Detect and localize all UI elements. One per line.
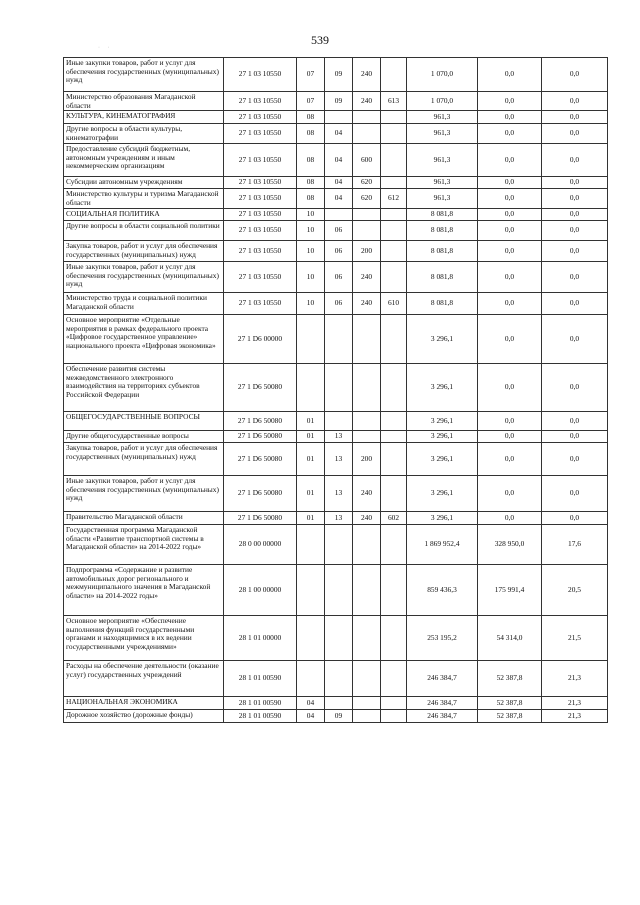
row-name-cell: Другие вопросы в области социальной политики xyxy=(64,221,224,241)
table-row xyxy=(64,565,608,616)
row-percent-cell: 0,0 xyxy=(542,189,608,209)
row-percent-cell: 0,0 xyxy=(542,111,608,124)
row-subsection-cell: 09 xyxy=(325,58,353,92)
row-admin-cell xyxy=(381,177,407,189)
row-expense-type-cell xyxy=(353,697,381,710)
row-percent-cell: 0,0 xyxy=(542,144,608,177)
table-row xyxy=(64,241,608,262)
table-row xyxy=(64,616,608,661)
row-admin-cell xyxy=(381,262,407,293)
row-plan-cell: 961,3 xyxy=(407,111,478,124)
row-admin-cell xyxy=(381,364,407,412)
row-plan-cell: 8 081,8 xyxy=(407,262,478,293)
page-number: 539 xyxy=(311,33,329,47)
table-row xyxy=(64,697,608,710)
row-plan-cell: 3 296,1 xyxy=(407,412,478,431)
row-executed-cell: 0,0 xyxy=(478,443,542,476)
table-row xyxy=(64,189,608,209)
row-admin-cell xyxy=(381,58,407,92)
row-name-cell: Основное мероприятие «Отдельные мероприятия в рамках федерального проекта «Цифровое государственное управление» национального проекта «Цифровая экономика» xyxy=(64,315,224,364)
row-section-cell xyxy=(297,315,325,364)
row-plan-cell: 8 081,8 xyxy=(407,209,478,221)
row-code-cell: 28 1 01 00590 xyxy=(224,661,297,697)
row-subsection-cell xyxy=(325,111,353,124)
row-admin-cell: 613 xyxy=(381,92,407,111)
row-percent-cell: 21,3 xyxy=(542,661,608,697)
row-code-cell: 27 1 03 10550 xyxy=(224,124,297,144)
row-expense-type-cell: 240 xyxy=(353,512,381,525)
row-percent-cell: 0,0 xyxy=(542,476,608,512)
row-code-cell: 27 1 D6 50080 xyxy=(224,476,297,512)
row-executed-cell: 0,0 xyxy=(478,177,542,189)
row-name-cell: СОЦИАЛЬНАЯ ПОЛИТИКА xyxy=(64,209,224,221)
row-code-cell: 27 1 03 10550 xyxy=(224,241,297,262)
row-expense-type-cell xyxy=(353,565,381,616)
row-admin-cell xyxy=(381,241,407,262)
row-name-cell: Основное мероприятие «Обеспечение выполнения функций государственными органами и находящимися в их ведении государственными учреждениями» xyxy=(64,616,224,661)
row-expense-type-cell: 240 xyxy=(353,293,381,315)
table-row xyxy=(64,412,608,431)
row-name-cell: Государственная программа Магаданской области «Развитие транспортной системы в Магаданской области» на 2014-2022 годы» xyxy=(64,525,224,565)
row-executed-cell: 0,0 xyxy=(478,412,542,431)
row-percent-cell: 0,0 xyxy=(542,412,608,431)
row-executed-cell: 52 387,8 xyxy=(478,697,542,710)
row-admin-cell xyxy=(381,616,407,661)
row-admin-cell xyxy=(381,412,407,431)
row-plan-cell: 3 296,1 xyxy=(407,364,478,412)
table-row xyxy=(64,443,608,476)
row-code-cell: 27 1 D6 50080 xyxy=(224,364,297,412)
row-admin-cell: 612 xyxy=(381,189,407,209)
table-row xyxy=(64,111,608,124)
row-percent-cell: 0,0 xyxy=(542,177,608,189)
row-expense-type-cell: 200 xyxy=(353,443,381,476)
row-percent-cell: 21,3 xyxy=(542,697,608,710)
row-plan-cell: 246 384,7 xyxy=(407,661,478,697)
row-name-cell: Другие общегосударственные вопросы xyxy=(64,431,224,443)
row-name-cell: Расходы на обеспечение деятельности (оказание услуг) государственных учреждений xyxy=(64,661,224,697)
row-name-cell: КУЛЬТУРА, КИНЕМАТОГРАФИЯ xyxy=(64,111,224,124)
table-row xyxy=(64,525,608,565)
row-code-cell: 27 1 03 10550 xyxy=(224,293,297,315)
row-plan-cell: 8 081,8 xyxy=(407,293,478,315)
row-plan-cell: 3 296,1 xyxy=(407,512,478,525)
row-plan-cell: 246 384,7 xyxy=(407,710,478,723)
table-row xyxy=(64,364,608,412)
row-subsection-cell: 06 xyxy=(325,293,353,315)
row-percent-cell: 0,0 xyxy=(542,221,608,241)
row-code-cell: 28 1 01 00590 xyxy=(224,697,297,710)
row-expense-type-cell xyxy=(353,525,381,565)
row-plan-cell: 8 081,8 xyxy=(407,221,478,241)
row-code-cell: 28 0 00 00000 xyxy=(224,525,297,565)
row-code-cell: 27 1 03 10550 xyxy=(224,262,297,293)
row-plan-cell: 1 869 952,4 xyxy=(407,525,478,565)
row-subsection-cell xyxy=(325,209,353,221)
row-executed-cell: 0,0 xyxy=(478,241,542,262)
row-expense-type-cell: 240 xyxy=(353,262,381,293)
row-section-cell: 04 xyxy=(297,697,325,710)
row-percent-cell: 0,0 xyxy=(542,92,608,111)
row-admin-cell xyxy=(381,443,407,476)
row-name-cell: Иные закупки товаров, работ и услуг для обеспечения государственных (муниципальных) нужд xyxy=(64,58,224,92)
row-plan-cell: 961,3 xyxy=(407,177,478,189)
row-section-cell: 10 xyxy=(297,221,325,241)
row-plan-cell: 961,3 xyxy=(407,124,478,144)
row-plan-cell: 3 296,1 xyxy=(407,443,478,476)
row-expense-type-cell: 240 xyxy=(353,92,381,111)
row-percent-cell: 0,0 xyxy=(542,241,608,262)
row-admin-cell xyxy=(381,661,407,697)
row-name-cell: Министерство культуры и туризма Магаданской области xyxy=(64,189,224,209)
row-admin-cell xyxy=(381,525,407,565)
row-code-cell: 27 1 03 10550 xyxy=(224,221,297,241)
row-name-cell: Дорожное хозяйство (дорожные фонды) xyxy=(64,710,224,723)
row-admin-cell xyxy=(381,111,407,124)
row-executed-cell: 0,0 xyxy=(478,124,542,144)
row-executed-cell: 0,0 xyxy=(478,476,542,512)
row-plan-cell: 246 384,7 xyxy=(407,697,478,710)
row-section-cell xyxy=(297,525,325,565)
row-name-cell: ОБЩЕГОСУДАРСТВЕННЫЕ ВОПРОСЫ xyxy=(64,412,224,431)
row-subsection-cell: 09 xyxy=(325,710,353,723)
row-subsection-cell xyxy=(325,525,353,565)
row-plan-cell: 8 081,8 xyxy=(407,241,478,262)
row-code-cell: 28 1 00 00000 xyxy=(224,565,297,616)
row-executed-cell: 0,0 xyxy=(478,512,542,525)
row-admin-cell xyxy=(381,476,407,512)
row-executed-cell: 0,0 xyxy=(478,221,542,241)
row-plan-cell: 1 070,0 xyxy=(407,58,478,92)
row-percent-cell: 0,0 xyxy=(542,443,608,476)
row-section-cell: 01 xyxy=(297,431,325,443)
row-section-cell: 10 xyxy=(297,209,325,221)
row-percent-cell: 0,0 xyxy=(542,124,608,144)
row-name-cell: Другие вопросы в области культуры, кинематографии xyxy=(64,124,224,144)
table-body xyxy=(64,58,608,723)
row-plan-cell: 859 436,3 xyxy=(407,565,478,616)
table-row xyxy=(64,315,608,364)
row-section-cell: 08 xyxy=(297,124,325,144)
row-name-cell: НАЦИОНАЛЬНАЯ ЭКОНОМИКА xyxy=(64,697,224,710)
row-name-cell: Обеспечение развития системы межведомственного электронного взаимодействия на территориях субъектов Российской Федерации xyxy=(64,364,224,412)
row-plan-cell: 1 070,0 xyxy=(407,92,478,111)
row-section-cell: 07 xyxy=(297,92,325,111)
row-admin-cell xyxy=(381,221,407,241)
row-executed-cell: 0,0 xyxy=(478,364,542,412)
row-percent-cell: 0,0 xyxy=(542,512,608,525)
row-code-cell: 27 1 03 10550 xyxy=(224,58,297,92)
row-subsection-cell xyxy=(325,565,353,616)
row-expense-type-cell xyxy=(353,364,381,412)
row-section-cell: 01 xyxy=(297,512,325,525)
row-expense-type-cell xyxy=(353,616,381,661)
row-executed-cell: 328 950,0 xyxy=(478,525,542,565)
row-expense-type-cell xyxy=(353,431,381,443)
row-expense-type-cell xyxy=(353,209,381,221)
row-name-cell: Правительство Магаданской области xyxy=(64,512,224,525)
table-row xyxy=(64,177,608,189)
row-subsection-cell: 04 xyxy=(325,189,353,209)
table-row xyxy=(64,262,608,293)
row-subsection-cell xyxy=(325,697,353,710)
row-subsection-cell: 04 xyxy=(325,124,353,144)
row-expense-type-cell: 200 xyxy=(353,241,381,262)
row-expense-type-cell: 600 xyxy=(353,144,381,177)
row-percent-cell: 20,5 xyxy=(542,565,608,616)
table-row xyxy=(64,92,608,111)
row-expense-type-cell xyxy=(353,412,381,431)
row-subsection-cell: 04 xyxy=(325,177,353,189)
row-executed-cell: 0,0 xyxy=(478,58,542,92)
row-subsection-cell: 13 xyxy=(325,431,353,443)
row-code-cell: 27 1 D6 50080 xyxy=(224,443,297,476)
row-admin-cell xyxy=(381,124,407,144)
row-name-cell: Иные закупки товаров, работ и услуг для обеспечения государственных (муниципальных) нужд xyxy=(64,476,224,512)
row-code-cell: 27 1 03 10550 xyxy=(224,177,297,189)
row-name-cell: Иные закупки товаров, работ и услуг для обеспечения государственных (муниципальных) нужд xyxy=(64,262,224,293)
row-admin-cell: 610 xyxy=(381,293,407,315)
row-percent-cell: 0,0 xyxy=(542,293,608,315)
row-expense-type-cell: 240 xyxy=(353,58,381,92)
table-row xyxy=(64,221,608,241)
row-plan-cell: 253 195,2 xyxy=(407,616,478,661)
row-admin-cell: 602 xyxy=(381,512,407,525)
row-executed-cell: 0,0 xyxy=(478,293,542,315)
row-expense-type-cell: 240 xyxy=(353,476,381,512)
row-section-cell xyxy=(297,616,325,661)
row-executed-cell: 0,0 xyxy=(478,315,542,364)
table-row xyxy=(64,710,608,723)
row-expense-type-cell: 620 xyxy=(353,189,381,209)
row-name-cell: Министерство образования Магаданской области xyxy=(64,92,224,111)
row-expense-type-cell: 620 xyxy=(353,177,381,189)
scan-noise: · · xyxy=(98,45,113,51)
row-code-cell: 27 1 03 10550 xyxy=(224,111,297,124)
row-executed-cell: 0,0 xyxy=(478,262,542,293)
row-percent-cell: 21,3 xyxy=(542,710,608,723)
row-admin-cell xyxy=(381,565,407,616)
budget-table xyxy=(63,57,608,723)
row-plan-cell: 961,3 xyxy=(407,189,478,209)
row-percent-cell: 0,0 xyxy=(542,58,608,92)
row-code-cell: 27 1 03 10550 xyxy=(224,209,297,221)
row-plan-cell: 3 296,1 xyxy=(407,476,478,512)
row-percent-cell: 0,0 xyxy=(542,209,608,221)
row-subsection-cell: 04 xyxy=(325,144,353,177)
row-code-cell: 28 1 01 00000 xyxy=(224,616,297,661)
table-row xyxy=(64,58,608,92)
table-row xyxy=(64,661,608,697)
row-section-cell: 10 xyxy=(297,293,325,315)
row-percent-cell: 0,0 xyxy=(542,315,608,364)
row-plan-cell: 3 296,1 xyxy=(407,315,478,364)
table-row xyxy=(64,124,608,144)
row-executed-cell: 175 991,4 xyxy=(478,565,542,616)
row-expense-type-cell xyxy=(353,315,381,364)
table-row xyxy=(64,476,608,512)
row-admin-cell xyxy=(381,315,407,364)
row-admin-cell xyxy=(381,144,407,177)
row-executed-cell: 0,0 xyxy=(478,92,542,111)
row-percent-cell: 0,0 xyxy=(542,431,608,443)
row-expense-type-cell xyxy=(353,124,381,144)
row-executed-cell: 0,0 xyxy=(478,189,542,209)
row-code-cell: 27 1 03 10550 xyxy=(224,189,297,209)
row-section-cell: 10 xyxy=(297,241,325,262)
row-section-cell: 08 xyxy=(297,189,325,209)
row-executed-cell: 52 387,8 xyxy=(478,661,542,697)
row-executed-cell: 0,0 xyxy=(478,431,542,443)
row-subsection-cell: 13 xyxy=(325,443,353,476)
row-section-cell xyxy=(297,565,325,616)
row-admin-cell xyxy=(381,209,407,221)
row-code-cell: 28 1 01 00590 xyxy=(224,710,297,723)
row-expense-type-cell xyxy=(353,111,381,124)
row-executed-cell: 52 387,8 xyxy=(478,710,542,723)
row-subsection-cell: 06 xyxy=(325,241,353,262)
row-code-cell: 27 1 D6 50080 xyxy=(224,412,297,431)
row-section-cell: 08 xyxy=(297,177,325,189)
row-expense-type-cell xyxy=(353,221,381,241)
row-subsection-cell: 13 xyxy=(325,476,353,512)
row-section-cell: 04 xyxy=(297,710,325,723)
row-subsection-cell: 13 xyxy=(325,512,353,525)
row-code-cell: 27 1 D6 00000 xyxy=(224,315,297,364)
row-subsection-cell xyxy=(325,364,353,412)
row-subsection-cell xyxy=(325,412,353,431)
row-percent-cell: 0,0 xyxy=(542,364,608,412)
row-subsection-cell xyxy=(325,661,353,697)
row-admin-cell xyxy=(381,697,407,710)
row-code-cell: 27 1 03 10550 xyxy=(224,144,297,177)
table-row xyxy=(64,209,608,221)
row-plan-cell: 3 296,1 xyxy=(407,431,478,443)
row-section-cell: 01 xyxy=(297,443,325,476)
row-expense-type-cell xyxy=(353,661,381,697)
row-section-cell xyxy=(297,661,325,697)
table-row xyxy=(64,431,608,443)
row-expense-type-cell xyxy=(353,710,381,723)
row-subsection-cell: 09 xyxy=(325,92,353,111)
table-row xyxy=(64,144,608,177)
row-percent-cell: 17,6 xyxy=(542,525,608,565)
row-subsection-cell: 06 xyxy=(325,221,353,241)
table-row xyxy=(64,293,608,315)
row-section-cell xyxy=(297,364,325,412)
row-admin-cell xyxy=(381,710,407,723)
row-executed-cell: 54 314,0 xyxy=(478,616,542,661)
row-section-cell: 08 xyxy=(297,111,325,124)
row-name-cell: Субсидии автономным учреждениям xyxy=(64,177,224,189)
row-subsection-cell xyxy=(325,616,353,661)
row-executed-cell: 0,0 xyxy=(478,209,542,221)
row-section-cell: 10 xyxy=(297,262,325,293)
row-plan-cell: 961,3 xyxy=(407,144,478,177)
row-name-cell: Министерство труда и социальной политики Магаданской области xyxy=(64,293,224,315)
row-name-cell: Закупка товаров, работ и услуг для обеспечения государственных (муниципальных) нужд xyxy=(64,241,224,262)
row-section-cell: 08 xyxy=(297,144,325,177)
row-section-cell: 01 xyxy=(297,476,325,512)
row-name-cell: Закупка товаров, работ и услуг для обеспечения государственных (муниципальных) нужд xyxy=(64,443,224,476)
row-section-cell: 01 xyxy=(297,412,325,431)
row-subsection-cell xyxy=(325,315,353,364)
row-code-cell: 27 1 D6 50080 xyxy=(224,512,297,525)
row-executed-cell: 0,0 xyxy=(478,111,542,124)
row-admin-cell xyxy=(381,431,407,443)
row-name-cell: Предоставление субсидий бюджетным, автономным учреждениям и иным некоммерческим организациям xyxy=(64,144,224,177)
row-executed-cell: 0,0 xyxy=(478,144,542,177)
row-percent-cell: 21,5 xyxy=(542,616,608,661)
row-percent-cell: 0,0 xyxy=(542,262,608,293)
row-subsection-cell: 06 xyxy=(325,262,353,293)
row-name-cell: Подпрограмма «Содержание и развитие автомобильных дорог регионального и межмуниципального значения в Магаданской области» на 2014-2022 годы» xyxy=(64,565,224,616)
row-section-cell: 07 xyxy=(297,58,325,92)
table-row xyxy=(64,512,608,525)
row-code-cell: 27 1 D6 50080 xyxy=(224,431,297,443)
row-code-cell: 27 1 03 10550 xyxy=(224,92,297,111)
